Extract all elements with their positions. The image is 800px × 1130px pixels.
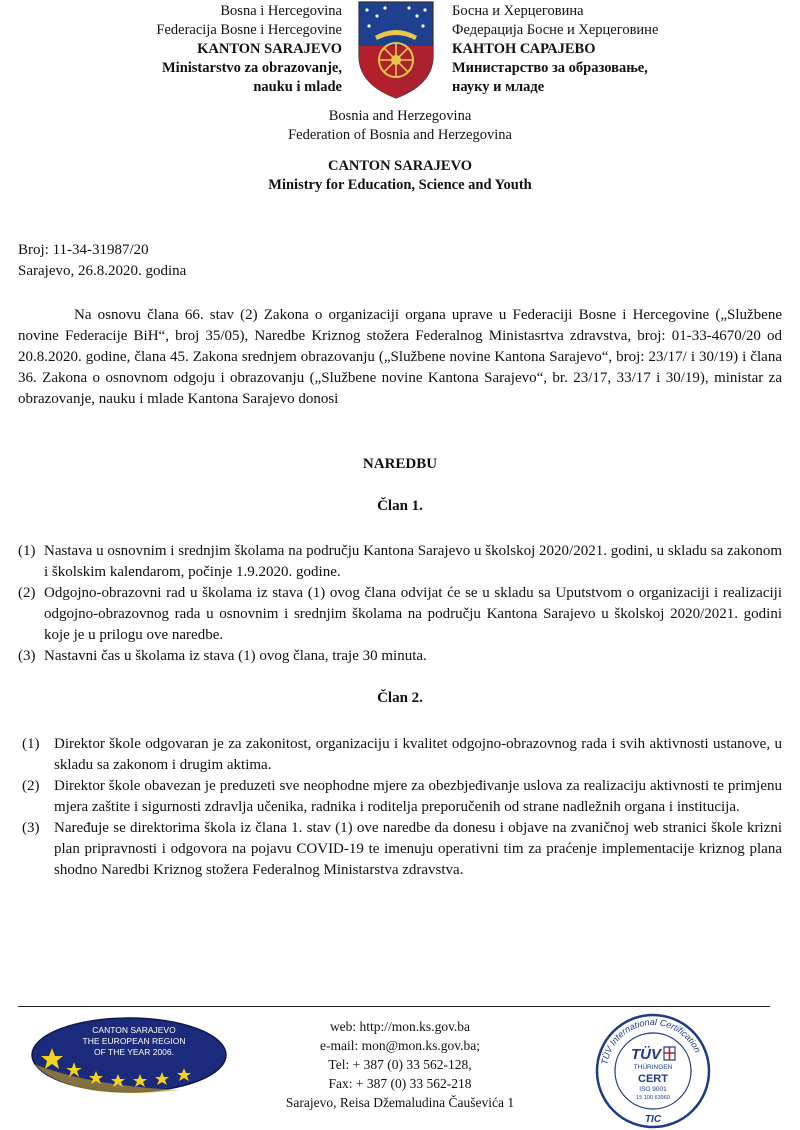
tuv-ring-text: TÜV International Certification — [599, 1016, 703, 1066]
item-number: (3) — [18, 648, 36, 664]
item-text: Odgojno-obrazovni rad u školama iz stava (1) ovog člana odvijat će se u skladu sa Uputstvom o organizaciji i realizaciji odgojno-obrazovnog rada u osnovnim i srednjim školama na području Kantona Sarajevo u školskoj 2020/2021. godini koje je u prilogu ove naredbe. — [44, 585, 782, 643]
header-left-block — [110, 2, 342, 97]
tuv-cert: CERT — [638, 1073, 668, 1085]
footer-email: e-mail: mon@mon.ks.gov.ba; — [319, 1038, 481, 1053]
footer-web: web: http://mon.ks.gov.ba — [329, 1019, 471, 1034]
header-federation-english: Federation of Bosnia and Herzegovina — [288, 127, 512, 143]
item-text: Naređuje se direktorima škola iz člana 1. stav (1) ove naredbe da donesu i objave na zvaničnoj web stranici škole krizni plan pripravnosti i odgovora na pojavu COVID-19 te imenuju operativni tim za praćenje implementacije kriznog plana shodno Naredbi Kriznog stožera Federalnog Ministarstva zdravstva. — [54, 820, 782, 878]
item-text: Direktor škole obavezan je preduzeti sve neophodne mjere za obezbjeđivanje uslova za realizaciju aktivnosti te primjenu mjera zaštite i sigurnosti zdravlja učenika, radnika i roditelja preporučenih od strane nadležnih organa i institucija. — [54, 778, 782, 815]
badge-line-1: CANTON SARAJEVO — [92, 1025, 176, 1035]
list-item — [18, 583, 782, 646]
document-number: Broj: 11-34-31987/20 — [18, 242, 149, 258]
badge-line-2: THE EUROPEAN REGION — [82, 1036, 186, 1046]
document-place-date: Sarajevo, 26.8.2020. godina — [18, 263, 187, 279]
header-federation-cyrillic: Федерација Босне и Херцеговине — [452, 22, 659, 38]
header-canton-english: CANTON SARAJEVO — [327, 158, 473, 174]
footer-address: Sarajevo, Reisa Džemaludina Čauševića 1 — [285, 1095, 515, 1110]
item-number: (2) — [22, 778, 40, 794]
item-text: Nastavni čas u školama iz stava (1) ovog člana, traje 30 minuta. — [44, 648, 427, 664]
header-canton-cyrillic: КАНТОН САРАЈЕВО — [452, 41, 596, 57]
tuv-cert-number: 15 100 63960 — [636, 1095, 670, 1101]
list-item — [22, 776, 782, 818]
item-number: (1) — [18, 543, 36, 559]
tuv-certification-seal-icon — [594, 1012, 712, 1130]
tuv-brand: TÜV — [631, 1046, 661, 1063]
item-number: (2) — [18, 585, 36, 601]
badge-line-3: OF THE YEAR 2006. — [94, 1047, 174, 1057]
article-2-list — [22, 734, 782, 881]
tuv-iso: ISO 9001 — [639, 1086, 667, 1093]
coat-of-arms-icon — [355, 0, 437, 100]
header-ministry-latin-1: Ministarstvo za obrazovanje, — [161, 60, 342, 76]
item-number: (3) — [22, 820, 40, 836]
header-country-cyrillic: Босна и Херцеговина — [452, 3, 584, 19]
header-ministry-english: Ministry for Education, Science and Youth — [268, 177, 532, 193]
article-1-list — [18, 541, 782, 667]
header-federation-latin: Federacija Bosne i Hercegovine — [156, 22, 342, 38]
tuv-region: THÜRINGEN — [633, 1064, 673, 1071]
header-right-block — [452, 2, 752, 97]
item-number: (1) — [22, 736, 40, 752]
header-canton-latin: KANTON SARAJEVO — [197, 41, 342, 57]
list-item — [22, 818, 782, 881]
document-reference — [18, 240, 186, 282]
article-2-heading: Član 2. — [377, 690, 423, 706]
document-title: NAREDBU — [362, 456, 438, 472]
list-item — [22, 734, 782, 776]
item-text: Direktor škole odgovaran je za zakonitost, organizaciju i kvalitet odgojno-obrazovnog rada i svih aktivnosti ustanove, u skladu sa zakonom i drugim aktima. — [54, 736, 782, 773]
header-country-latin: Bosna i Hercegovina — [220, 3, 342, 19]
article-1-heading: Član 1. — [377, 498, 423, 514]
header-ministry-cyrillic-2: науку и младе — [452, 79, 545, 95]
footer-divider — [18, 1006, 770, 1007]
legal-basis-paragraph: Na osnovu člana 66. stav (2) Zakona o organizaciji organa uprave u Federaciji Bosne i Hercegovine („Službene novine Federacije BiH“, broj 35/05), Naredbe Kriznog stožera Federalnog Ministasrtva zdravstva, broj: 01-33-4670/20 od 20.8.2020. godine, člana 45. Zakona srednjem obrazovanju („Službene novine Kantona Sarajevo“, broj: 23/17/ i 30/19) i člana 36. Zakona o osnovnom odgoju i obrazovanju („Službene novine Kantona Sarajevo“, br. 23/17, 33/17 i 30/19), ministar za obrazovanje, nauku i mlade Kantona Sarajevo donosi — [18, 307, 782, 407]
header-ministry-cyrillic-1: Министарство за образовање, — [452, 60, 648, 76]
footer-tel: Tel: + 387 (0) 33 562-128, — [328, 1057, 472, 1072]
list-item — [18, 541, 782, 583]
list-item — [18, 646, 782, 667]
footer-fax: Fax: + 387 (0) 33 562-218 — [328, 1076, 472, 1091]
header-country-english: Bosnia and Herzegovina — [328, 108, 472, 124]
header-center-block — [0, 107, 800, 195]
item-text: Nastava u osnovnim i srednjim školama na području Kantona Sarajevo u školskoj 2020/2021. godini, u skladu sa zakonom i školskim kalendarom, počinje 1.9.2020. godine. — [44, 543, 782, 580]
footer-contact — [240, 1017, 560, 1112]
header-ministry-latin-2: nauku i mlade — [253, 79, 342, 95]
tuv-company: TIC — [644, 1114, 662, 1125]
european-region-badge-icon — [30, 1016, 228, 1094]
